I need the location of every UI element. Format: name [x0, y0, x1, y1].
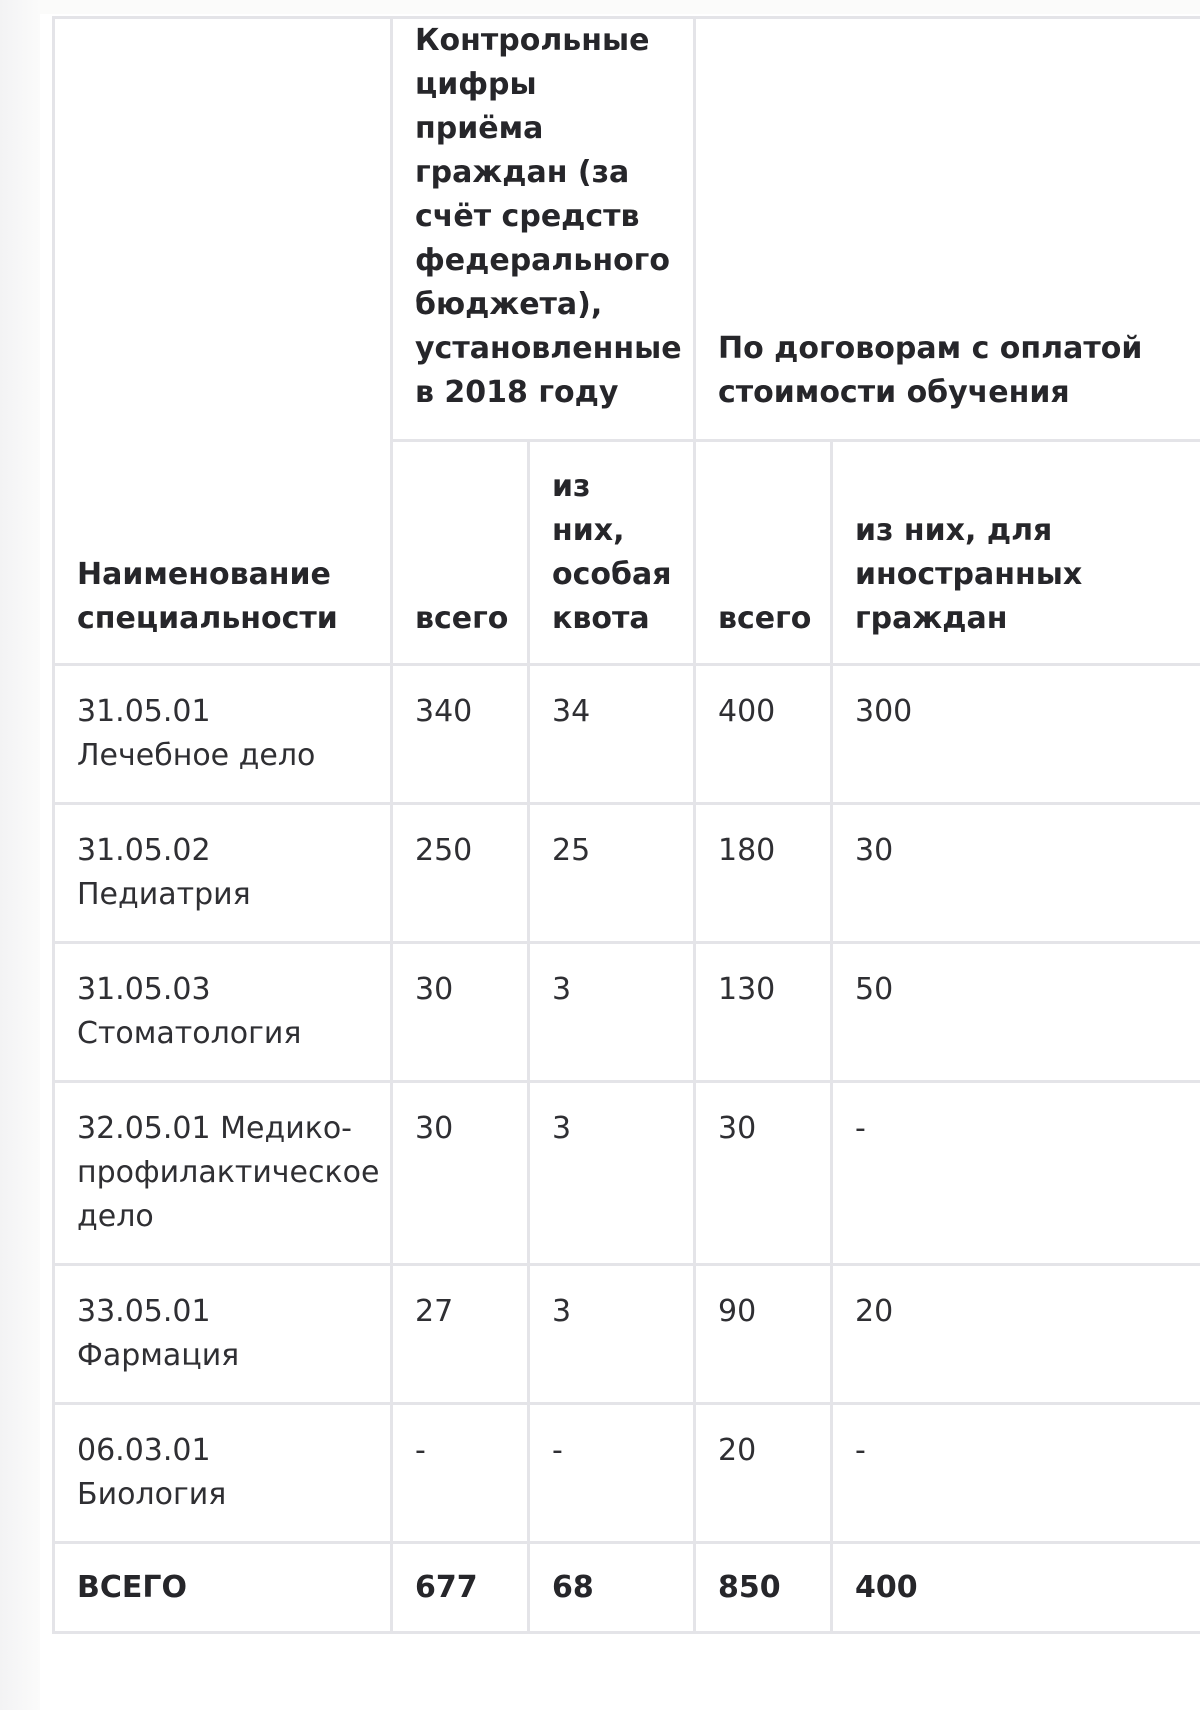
- cell-contract-foreign: 50: [832, 943, 1200, 1082]
- table-row: [54, 665, 1200, 804]
- total-row: [54, 1543, 1200, 1633]
- total-label: ВСЕГО: [54, 1543, 392, 1633]
- total-budget-total: 677: [392, 1543, 529, 1633]
- cell-budget-total: 30: [392, 1082, 529, 1265]
- cell-contract-total: 400: [695, 665, 832, 804]
- cell-budget-quota: -: [529, 1404, 695, 1543]
- cell-contract-foreign: 300: [832, 665, 1200, 804]
- cell-budget-total: 340: [392, 665, 529, 804]
- cell-budget-total: 30: [392, 943, 529, 1082]
- total-contract-total: 850: [695, 1543, 832, 1633]
- cell-specialty: 31.05.03 Стоматология: [54, 943, 392, 1082]
- cell-specialty: 33.05.01 Фармация: [54, 1265, 392, 1404]
- cell-contract-foreign: -: [832, 1082, 1200, 1265]
- table-row: [54, 943, 1200, 1082]
- cell-budget-quota: 34: [529, 665, 695, 804]
- cell-budget-quota: 3: [529, 943, 695, 1082]
- header-contract-foreign: из них, для иностранных граждан: [832, 441, 1200, 665]
- cell-budget-total: 27: [392, 1265, 529, 1404]
- header-budget-group: Контрольные цифры приёма граждан (за счёт средств федерального бюджета), установленные в 2018 году: [392, 18, 695, 441]
- table-row: [54, 1082, 1200, 1265]
- cell-budget-quota: 25: [529, 804, 695, 943]
- cell-contract-foreign: 20: [832, 1265, 1200, 1404]
- cell-contract-total: 20: [695, 1404, 832, 1543]
- table-row: [54, 804, 1200, 943]
- header-budget-quota: из них, особая квота: [529, 441, 695, 665]
- cell-budget-quota: 3: [529, 1265, 695, 1404]
- cell-contract-total: 180: [695, 804, 832, 943]
- cell-budget-total: -: [392, 1404, 529, 1543]
- page-left-background: [0, 0, 40, 1710]
- table-row: [54, 1265, 1200, 1404]
- cell-contract-total: 30: [695, 1082, 832, 1265]
- cell-specialty: 32.05.01 Медико-профилактическое дело: [54, 1082, 392, 1265]
- total-budget-quota: 68: [529, 1543, 695, 1633]
- header-contract-group: По договорам с оплатой стоимости обучения: [695, 18, 1200, 441]
- cell-specialty: 31.05.01 Лечебное дело: [54, 665, 392, 804]
- cell-specialty: 31.05.02 Педиатрия: [54, 804, 392, 943]
- cell-contract-foreign: 30: [832, 804, 1200, 943]
- header-specialty: Наименование специальности: [54, 18, 392, 665]
- cell-budget-total: 250: [392, 804, 529, 943]
- cell-contract-foreign: -: [832, 1404, 1200, 1543]
- cell-specialty: 06.03.01 Биология: [54, 1404, 392, 1543]
- total-contract-foreign: 400: [832, 1543, 1200, 1633]
- cell-contract-total: 130: [695, 943, 832, 1082]
- header-budget-total: всего: [392, 441, 529, 665]
- cell-contract-total: 90: [695, 1265, 832, 1404]
- cell-budget-quota: 3: [529, 1082, 695, 1265]
- header-contract-total: всего: [695, 441, 832, 665]
- table-row: [54, 1404, 1200, 1543]
- page-top-background: [0, 0, 1200, 14]
- admission-quota-table: [52, 16, 1200, 1634]
